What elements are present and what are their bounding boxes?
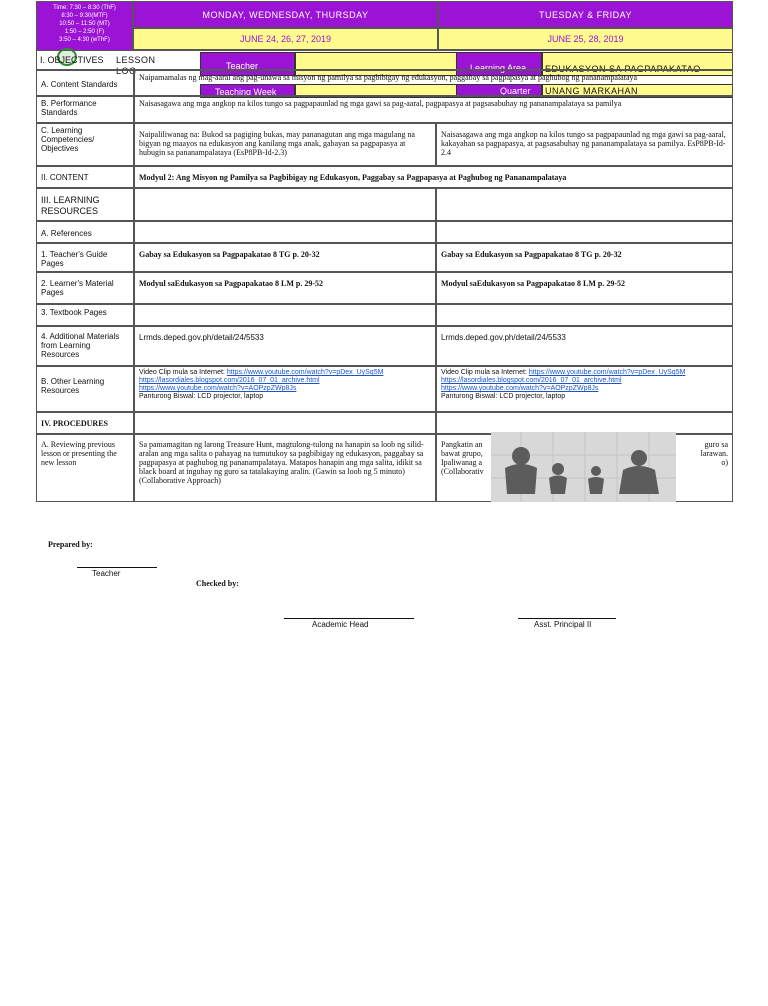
review-text-fragment: guro sa bbox=[704, 440, 728, 449]
objectives-row bbox=[36, 50, 733, 70]
blog-link[interactable]: https://lasordiales.blogspot.com/2016_07_01_archive.html bbox=[139, 377, 320, 384]
learning-area-value: EDUKASYON SA PAGPAPAKATAO bbox=[545, 64, 701, 74]
blog-link[interactable]: https://lasordiales.blogspot.com/2016_07_01_archive.html bbox=[441, 377, 622, 384]
review-text-fragment: bawat grupo, bbox=[441, 449, 483, 458]
teaching-week-label: Teaching Week bbox=[215, 87, 277, 97]
resources-label: III. LEARNING RESOURCES bbox=[36, 188, 134, 221]
dates-1: JUNE 24, 26, 27, 2019 bbox=[133, 28, 438, 50]
additional-text-2: Lrmds.deped.gov.ph/detail/24/5533 bbox=[436, 326, 733, 366]
textbook-col-2 bbox=[436, 304, 733, 326]
lm-text-2: Modyul saEdukasyon sa Pagpapakatao 8 LM p. 29-52 bbox=[436, 272, 733, 304]
procedures-col-1 bbox=[134, 412, 436, 434]
quarter-label: Quarter bbox=[500, 86, 531, 96]
content-label: II. CONTENT bbox=[36, 166, 134, 188]
content-standards-text: Naipamamalas ng mag-aaral ang pag-unawa sa misyon ng pamilya sa pagbibigay ng edukasyon, paggabay sa pagpapasya at paghubog ng pananampalataya bbox=[134, 70, 733, 96]
day-header-1: MONDAY, WEDNESDAY, THURSDAY bbox=[133, 1, 438, 28]
textbook-label: 3. Textbook Pages bbox=[36, 304, 134, 326]
tg-text-1: Gabay sa Edukasyon sa Pagpapakatao 8 TG p. 20-32 bbox=[134, 243, 436, 272]
competencies-text-1: Naipaliliwanag na: Bukod sa pagiging bukas, may pananagutan ang mga magulang na bigyan ng maayos na edukasyon ang kanilang mga anak, gabayan sa pagpapasya at hubugin sa pananampalataya (EsP8PB-Id-2.3) bbox=[134, 123, 436, 166]
resources-col-1 bbox=[134, 188, 436, 221]
references-label: A. References bbox=[36, 221, 134, 243]
other-prefix: Video Clip mula sa Internet: bbox=[139, 369, 225, 376]
review-text-fragment: (Collaborativ bbox=[441, 467, 484, 476]
review-text-fragment: o) bbox=[721, 458, 728, 467]
academic-head-signature-line bbox=[284, 618, 414, 619]
procedures-col-2 bbox=[436, 412, 733, 434]
time-line: Time: 7:30 – 8:30 (ThF) bbox=[53, 5, 116, 11]
other-label: B. Other Learning Resources bbox=[36, 366, 134, 412]
video-link-2[interactable]: https://www.youtube.com/watch?v=AOPzpZWp8Js bbox=[139, 385, 297, 392]
tg-label: 1. Teacher's Guide Pages bbox=[36, 243, 134, 272]
checked-by-label: Checked by: bbox=[196, 579, 239, 588]
resources-col-2 bbox=[436, 188, 733, 221]
competencies-label: C. Learning Competencies/ Objectives bbox=[36, 123, 134, 166]
review-text-fragment: Pangkatin an bbox=[441, 440, 483, 449]
tg-text-2: Gabay sa Edukasyon sa Pagpapakatao 8 TG p. 20-32 bbox=[436, 243, 733, 272]
time-line: 10:50 – 11:50 (MT) bbox=[59, 21, 110, 27]
objectives-label: I. OBJECTIVES bbox=[40, 55, 104, 65]
review-text-fragment: Ipaliwanag a bbox=[441, 458, 483, 467]
family-image bbox=[491, 432, 676, 502]
performance-text: Naisasagawa ang mga angkop na kilos tungo sa pagpapaunlad ng mga gawi sa pag-aaral, pagpapasya at pagsasabuhay ng pananampalataya sa pamilya bbox=[134, 96, 733, 123]
video-link-1[interactable]: https://www.youtube.com/watch?v=pDex_UySq5M bbox=[528, 369, 686, 376]
learning-area-label: Learning Area bbox=[470, 63, 527, 73]
asst-principal-signature-line bbox=[518, 618, 616, 619]
family-silhouette-icon bbox=[491, 432, 676, 502]
teacher-signature-line bbox=[77, 567, 157, 568]
other-cell-2 bbox=[436, 366, 733, 412]
other-cell-1 bbox=[134, 366, 436, 412]
video-link-1[interactable]: https://www.youtube.com/watch?v=pDex_UySq5M bbox=[226, 369, 384, 376]
lm-text-1: Modyul saEdukasyon sa Pagpapakatao 8 LM p. 29-52 bbox=[134, 272, 436, 304]
procedures-label: IV. PROCEDURES bbox=[36, 412, 134, 434]
other-tools: Panturong Biswal: LCD projector, laptop bbox=[139, 393, 264, 400]
quarter-value: UNANG MARKAHAN bbox=[545, 86, 639, 96]
academic-head-title: Academic Head bbox=[312, 620, 369, 629]
review-label: A. Reviewing previous lesson or presenting the new lesson bbox=[36, 434, 134, 502]
content-text: Modyul 2: Ang Misyon ng Pamilya sa Pagbibigay ng Edukasyon, Paggabay sa Pagpapasya at Paghubog ng Pananampalataya bbox=[134, 166, 733, 188]
video-link-2[interactable]: https://www.youtube.com/watch?v=AOPzpZWp8Js bbox=[441, 385, 599, 392]
additional-text-1: Lrmds.deped.gov.ph/detail/24/5533 bbox=[134, 326, 436, 366]
asst-principal-title: Asst. Principal II bbox=[534, 620, 592, 629]
lesson-log-label: LESSON LOG bbox=[116, 55, 156, 76]
teacher-title: Teacher bbox=[92, 569, 121, 578]
competencies-text-2: Naisasagawa ang mga angkop na kilos tungo sa pagpapaunlad ng mga gawi sa pag-aaral, kakayahan sa pagpapasya, at pagsasabuhay ng pananampalataya sa pamilya. EsP8PB-Id-2.4 bbox=[436, 123, 733, 166]
references-col-2 bbox=[436, 221, 733, 243]
time-line: 3:50 – 4:30 (wThF) bbox=[59, 37, 110, 43]
prepared-by-label: Prepared by: bbox=[48, 540, 93, 549]
other-prefix: Video Clip mula sa Internet: bbox=[441, 369, 527, 376]
other-tools: Panturong Biswal: LCD projector, laptop bbox=[441, 393, 566, 400]
additional-label: 4. Additional Materials from Learning Resources bbox=[36, 326, 134, 366]
time-line: 1:50 – 2:50 (F) bbox=[64, 29, 105, 35]
dates-2: JUNE 25, 28, 2019 bbox=[438, 28, 733, 50]
content-standards-label: A. Content Standards bbox=[36, 70, 134, 96]
day-header-2: TUESDAY & FRIDAY bbox=[438, 1, 733, 28]
teacher-label: Teacher bbox=[226, 61, 259, 71]
time-line: 8:30 – 9:30(MTF) bbox=[61, 13, 108, 19]
textbook-col-1 bbox=[134, 304, 436, 326]
review-text-fragment: larawan. bbox=[700, 449, 728, 458]
review-text-1: Sa pamamagitan ng larong Treasure Hunt, magtulong-tulong na hanapin sa loob ng silid-aralan ang mga salita o pahayag na tumutukoy sa pagbibigay ng edukasyon, paggabay sa pagpapasya at paghubog ng pananampalataya. Matapos hanapin ang mga salita, idikit sa black board at inguhay ng guro sa tatalakaying aralin. (Gawin sa loob ng 5 minuto) (Collaborative Approach) bbox=[134, 434, 436, 502]
performance-label: B. Performance Standards bbox=[36, 96, 134, 123]
references-col-1 bbox=[134, 221, 436, 243]
lm-label: 2. Learner's Material Pages bbox=[36, 272, 134, 304]
time-block bbox=[36, 1, 133, 51]
